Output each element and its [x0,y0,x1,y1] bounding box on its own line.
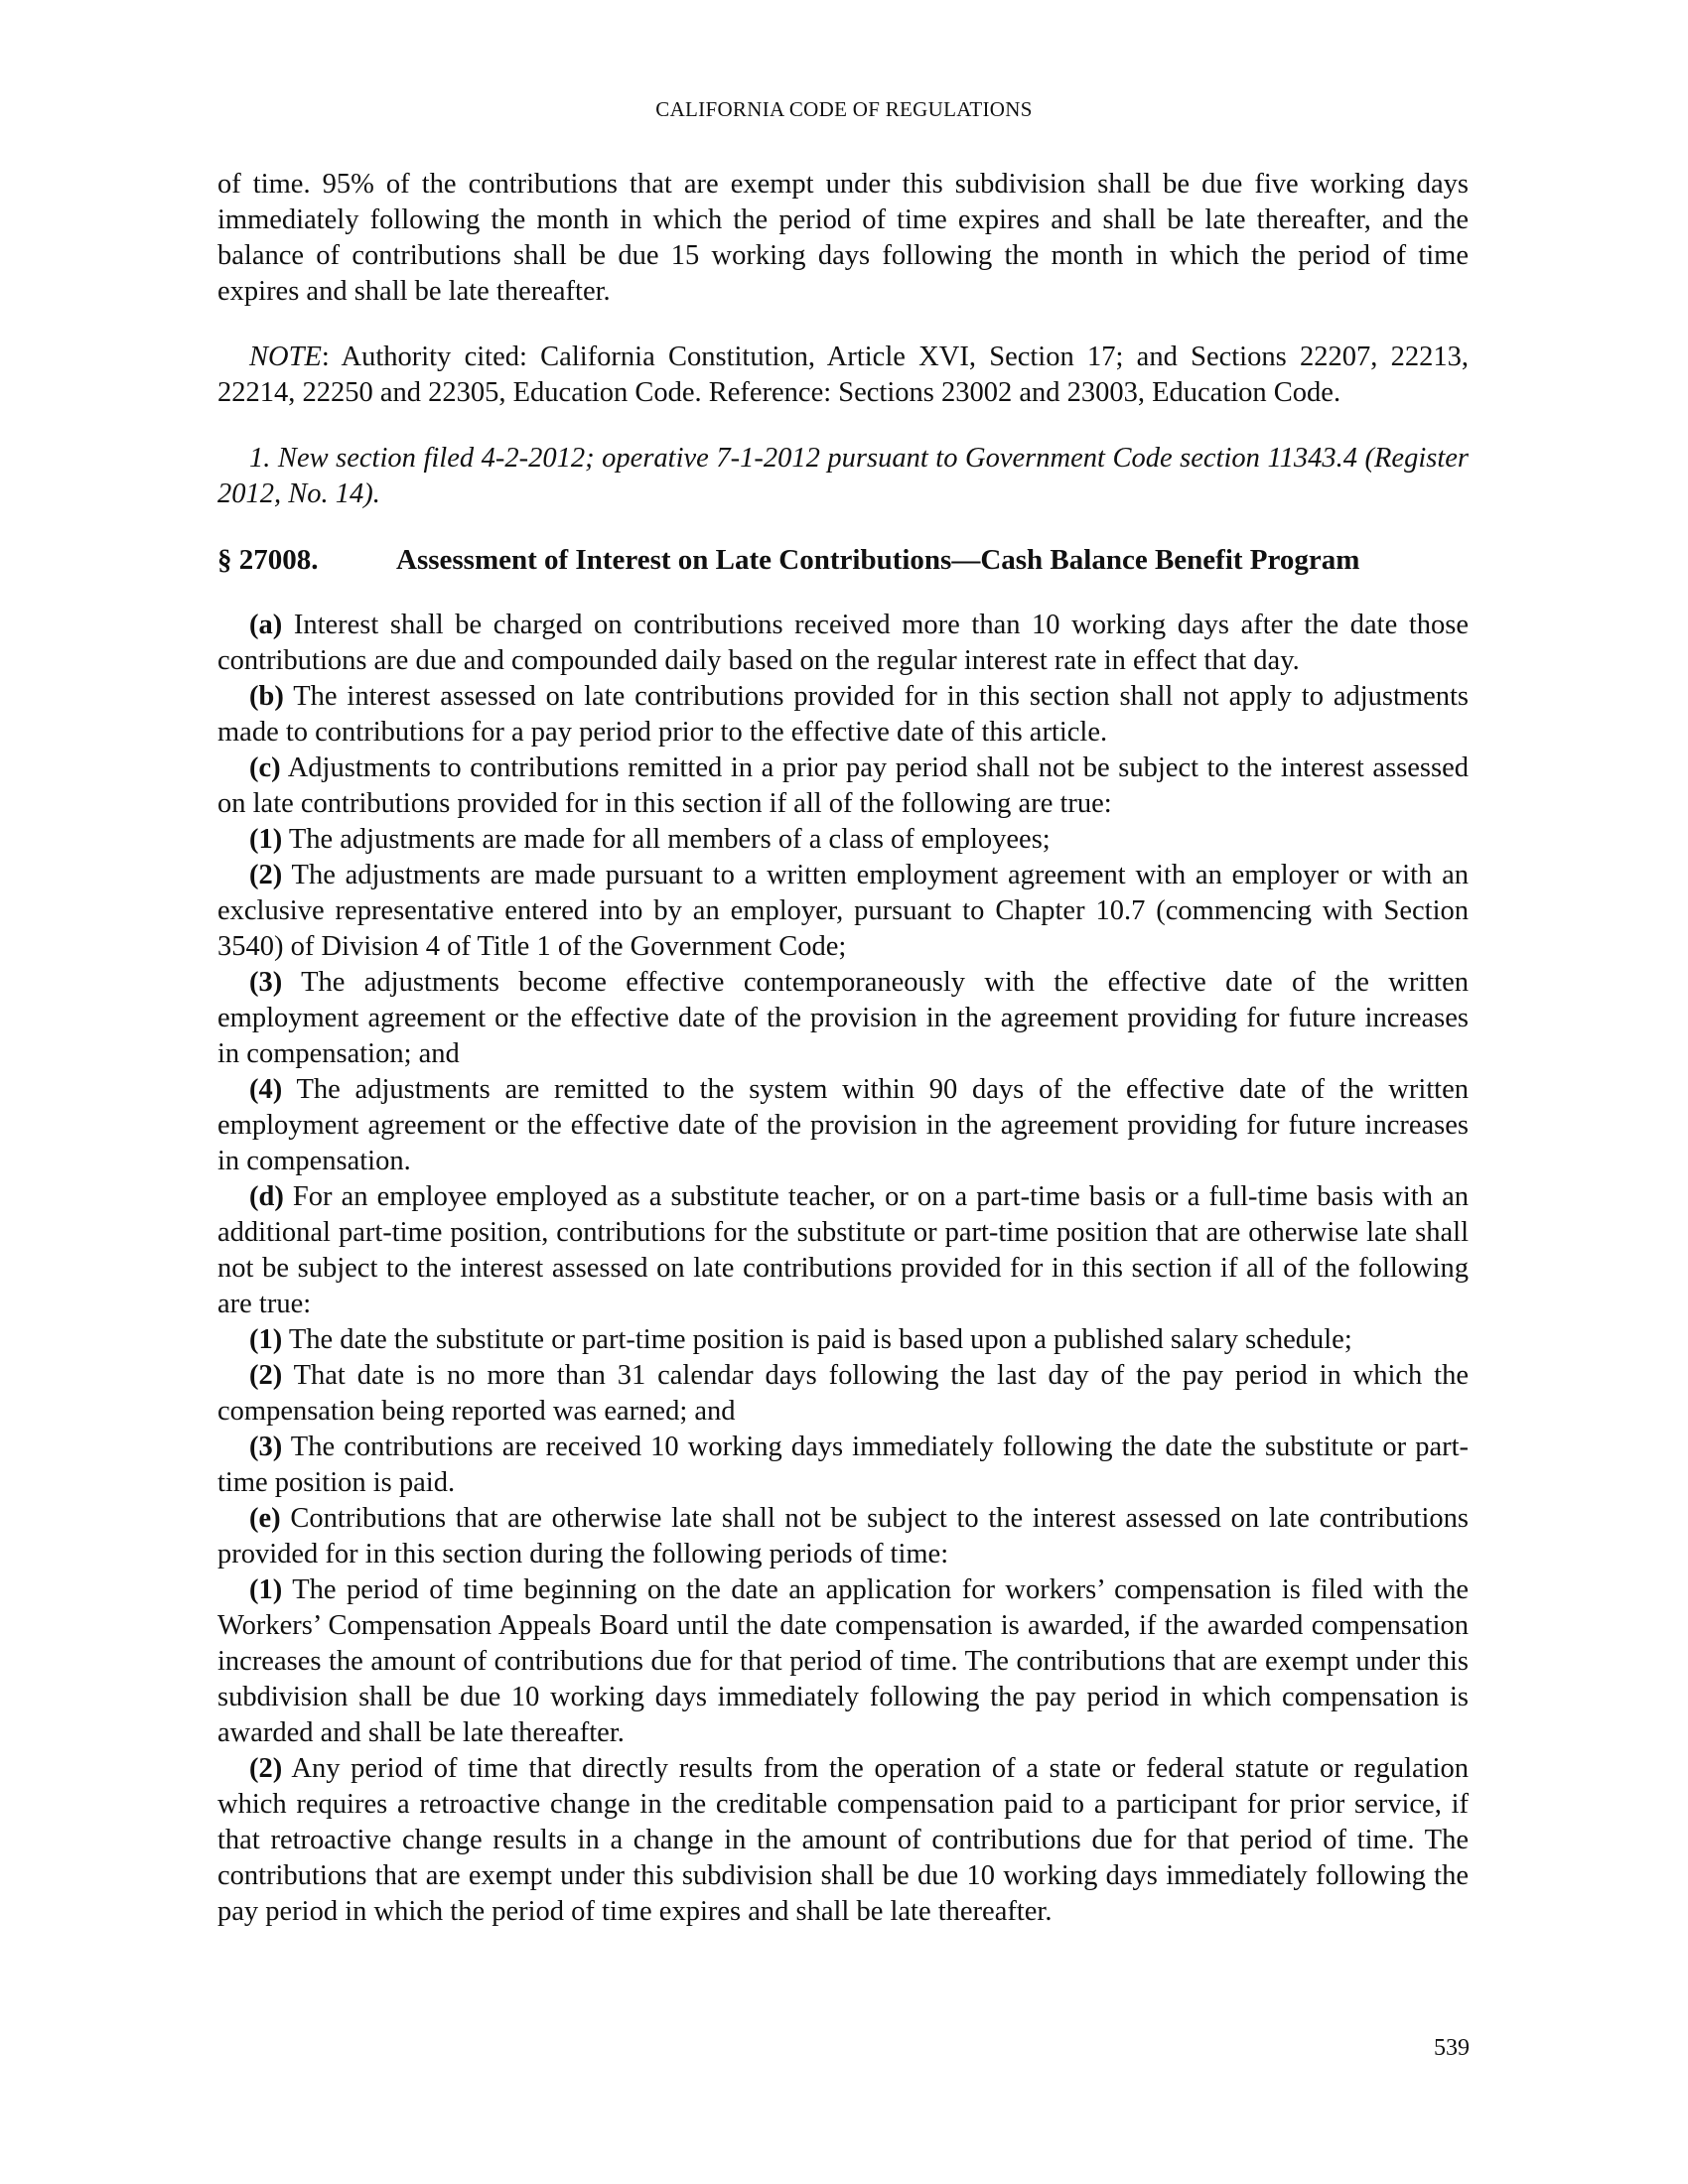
paragraph-text: The interest assessed on late contributions provided for in this section shall not apply to adjustments made to contributions for a pay period prior to the effective date of this article. [217,681,1469,748]
paragraph-text: Any period of time that directly results from the operation of a state or federal statute or regulation which requires a retroactive change in the creditable compensation paid to a participant for prior service, if that retroactive change results in a change in the amount of contributions due for that period of time. The contributions that are exempt under this subdivision shall be due 10 working days immediately following the pay period in which the period of time expires and shall be late thereafter. [217,1753,1469,1927]
paragraph-label: (3) [249,1432,283,1462]
paragraph-text: Interest shall be charged on contributions received more than 10 working days after the date those contributions are due and compounded daily based on the regular interest rate in effect that day. [217,610,1469,676]
paragraph-label: (2) [249,1753,283,1784]
paragraph-text: The date the substitute or part-time position is paid is based upon a published salary schedule; [282,1324,1352,1355]
paragraph-text: Contributions that are otherwise late shall not be subject to the interest assessed on late contributions provided for in this section during the following periods of time: [217,1503,1469,1570]
paragraph-text: For an employee employed as a substitute teacher, or on a part-time basis or a full-time basis with an additional part-time position, contributions for the substitute or part-time position that are otherwise late shall not be subject to the interest assessed on late contributions provided for in this section if all of the following are true: [217,1181,1469,1319]
paragraph-label: (1) [249,1324,283,1355]
paragraph-label: (2) [249,1360,283,1391]
paragraph-text: The adjustments are made pursuant to a written employment agreement with an employer or with an exclusive representative entered into by an employer, pursuant to Chapter 10.7 (commencing with Section 3540) of Division 4 of Title 1 of the Government Code; [217,860,1469,962]
paragraph-label: (4) [249,1074,283,1105]
paragraph-text: The adjustments are made for all members of a class of employees; [282,824,1051,855]
paragraph-label: (c) [249,752,281,783]
paragraph-text: The period of time beginning on the date an application for workers’ compensation is filed with the Workers’ Compensation Appeals Board until the date compensation is awarded, if the awarded compensation increases the amount of contributions due for that period of time. The contributions that are exempt under this subdivision shall be due 10 working days immediately following the pay period in which compensation is awarded and shall be late thereafter. [217,1574,1469,1748]
paragraph-b [217,679,1469,751]
paragraph-label: (1) [249,1574,283,1605]
page-body [217,167,1469,1930]
paragraph-text: Adjustments to contributions remitted in a prior pay period shall not be subject to the interest assessed on late contributions provided for in this section if all of the following are true: [217,752,1469,819]
paragraph-label: (3) [249,967,283,998]
paragraph-label: (d) [249,1181,284,1212]
paragraph-text: The contributions are received 10 working days immediately following the date the substitute or part-time position is paid. [217,1432,1469,1498]
paragraph-d-2 [217,1358,1469,1430]
paragraph-label: (e) [249,1503,281,1534]
note-text: : Authority cited: California Constitution, Article XVI, Section 17; and Sections 22207, 22213, 22214, 22250 and 22305, Education Code. Reference: Sections 23002 and 23003, Education Code. [217,341,1469,408]
section-heading [217,542,1469,578]
paragraph-label: (a) [249,610,283,640]
intro-paragraph: of time. 95% of the contributions that are exempt under this subdivision shall be due five working days immediately following the month in which the period of time expires and shall be late thereafter, and the balance of contributions shall be due 15 working days following the month in which the period of time expires and shall be late thereafter. [217,169,1469,307]
paragraph-text: That date is no more than 31 calendar days following the last day of the pay period in which the compensation being reported was earned; and [217,1360,1469,1427]
paragraph-text: The adjustments are remitted to the system within 90 days of the effective date of the written employment agreement or the effective date of the provision in the agreement providing for future increases in compensation. [217,1074,1469,1176]
paragraph-text: The adjustments become effective contemporaneously with the effective date of the written employment agreement or the effective date of the provision in the agreement providing for future increases in compensation; and [217,967,1469,1069]
paragraph-label: (1) [249,824,283,855]
authority-note [217,340,1469,411]
paragraph-d-3 [217,1430,1469,1501]
running-head: CALIFORNIA CODE OF REGULATIONS [655,97,1033,121]
paragraph-d [217,1179,1469,1322]
paragraph-d-1 [217,1322,1469,1358]
paragraph-e [217,1501,1469,1572]
note-label: NOTE [249,341,322,372]
paragraph-c-3 [217,965,1469,1072]
paragraph-c-2 [217,858,1469,965]
history-note: 1. New section filed 4-2-2012; operative 7-1-2012 pursuant to Government Code section 11343.4 (Register 2012, No. 14). [217,443,1469,509]
paragraph-label: (b) [249,681,284,712]
paragraph-e-1 [217,1572,1469,1751]
section-title: Assessment of Interest on Late Contributions—Cash Balance Benefit Program [396,544,1360,576]
page-number: 539 [1434,2035,1470,2061]
paragraph-c-4 [217,1072,1469,1179]
paragraph-label: (2) [249,860,283,890]
section-number: § 27008. [217,544,319,576]
paragraph-c-1 [217,822,1469,858]
paragraph-c [217,751,1469,822]
paragraph-e-2 [217,1751,1469,1930]
paragraph-a [217,608,1469,679]
